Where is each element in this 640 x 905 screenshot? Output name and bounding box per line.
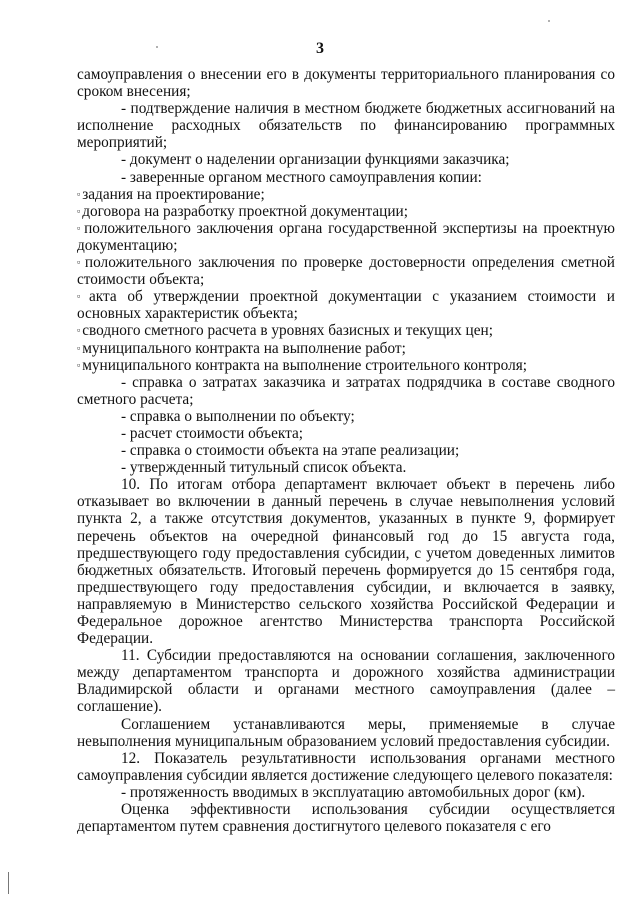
bullet-text: договора на разработку проектной документации; <box>82 202 408 220</box>
list-item: - справка о стоимости объекта на этапе реализации; <box>121 442 460 460</box>
scan-edge-line <box>8 872 9 894</box>
list-item: - справка о затратах заказчика и затратах подрядчика в составе сводного сметного расчета; <box>77 373 615 408</box>
paragraph: Оценка эффективности использования субсидии осуществляется департаментом путем сравнения достигнутого целевого показателя с его <box>77 801 615 836</box>
scan-speck <box>156 46 158 48</box>
paragraph-10: 10. По итогам отбора департамент включает объект в перечень либо отказывает во включении в данный перечень в случае невыполнения условий пункта 2, а также отсутствия документов, указанных в пункте 9, формирует перечень объектов на очередной финансовый год до 15 августа года, предшествующего году предоставления субсидии, с учетом доведенных лимитов бюджетных обязательств. Итоговый перечень формируется до 15 сентября года, предшествующего году предоставления субсидии, и включается в заявку, направляемую в Министерство сельского хозяйства Российской Федерации и Федеральное дорожное агентство Министерства транспорта Российской Федерации. <box>77 476 615 648</box>
bullet-item <box>77 254 615 288</box>
bullet-item <box>77 340 615 357</box>
list-item: - расчет стоимости объекта; <box>121 424 304 442</box>
paragraph-11: 11. Субсидии предоставляются на основании соглашения, заключенного между департаментом транспорта и дорожного хозяйства администрации Владимирской области и органами местного самоуправления (далее – соглашение). <box>77 647 615 716</box>
bullet-text: акта об утверждении проектной документации с указанием стоимости и основных характеристик объекта; <box>77 288 615 323</box>
scan-speck <box>548 20 550 22</box>
list-item: - подтверждение наличия в местном бюджете бюджетных ассигнований на исполнение расходных обязательств по финансированию программных мероприятий; <box>77 100 615 152</box>
paragraph-12: 12. Показатель результативности использования органами местного самоуправления субсидии является достижение следующего целевого показателя: <box>77 749 615 784</box>
bullet-item <box>77 288 615 322</box>
list-item: - заверенные органом местного самоуправления копии: <box>121 168 482 186</box>
bullet-text: положительного заключения органа государственной экспертизы на проектную документацию; <box>77 219 615 254</box>
bullet-item <box>77 357 615 374</box>
bullet-text: муниципального контракта на выполнение строительного контроля; <box>82 356 528 374</box>
paragraph: самоуправления о внесении его в документы территориального планирования со сроком внесения; <box>77 66 615 101</box>
bullet-text: сводного сметного расчета в уровнях базисных и текущих цен; <box>82 322 493 340</box>
page-number: 3 <box>316 40 324 57</box>
list-item: - документ о наделении организации функциями заказчика; <box>121 151 510 169</box>
bullet-item <box>77 186 615 203</box>
list-item: - справка о выполнении по объекту; <box>121 407 355 425</box>
bullet-text: муниципального контракта на выполнение работ; <box>82 339 406 357</box>
bullet-item <box>77 220 615 254</box>
document-body <box>77 66 615 835</box>
bullet-item <box>77 203 615 220</box>
bullet-item <box>77 322 615 339</box>
bullet-text: задания на проектирование; <box>82 185 265 203</box>
list-item: - утвержденный титульный список объекта. <box>121 459 407 477</box>
list-item: - протяженность вводимых в эксплуатацию автомобильных дорог (км). <box>121 783 586 801</box>
paragraph: Соглашением устанавливаются меры, применяемые в случае невыполнения муниципальным образованием условий предоставления субсидии. <box>77 715 615 750</box>
bullet-text: положительного заключения по проверке достоверности определения сметной стоимости объекта; <box>77 254 615 289</box>
